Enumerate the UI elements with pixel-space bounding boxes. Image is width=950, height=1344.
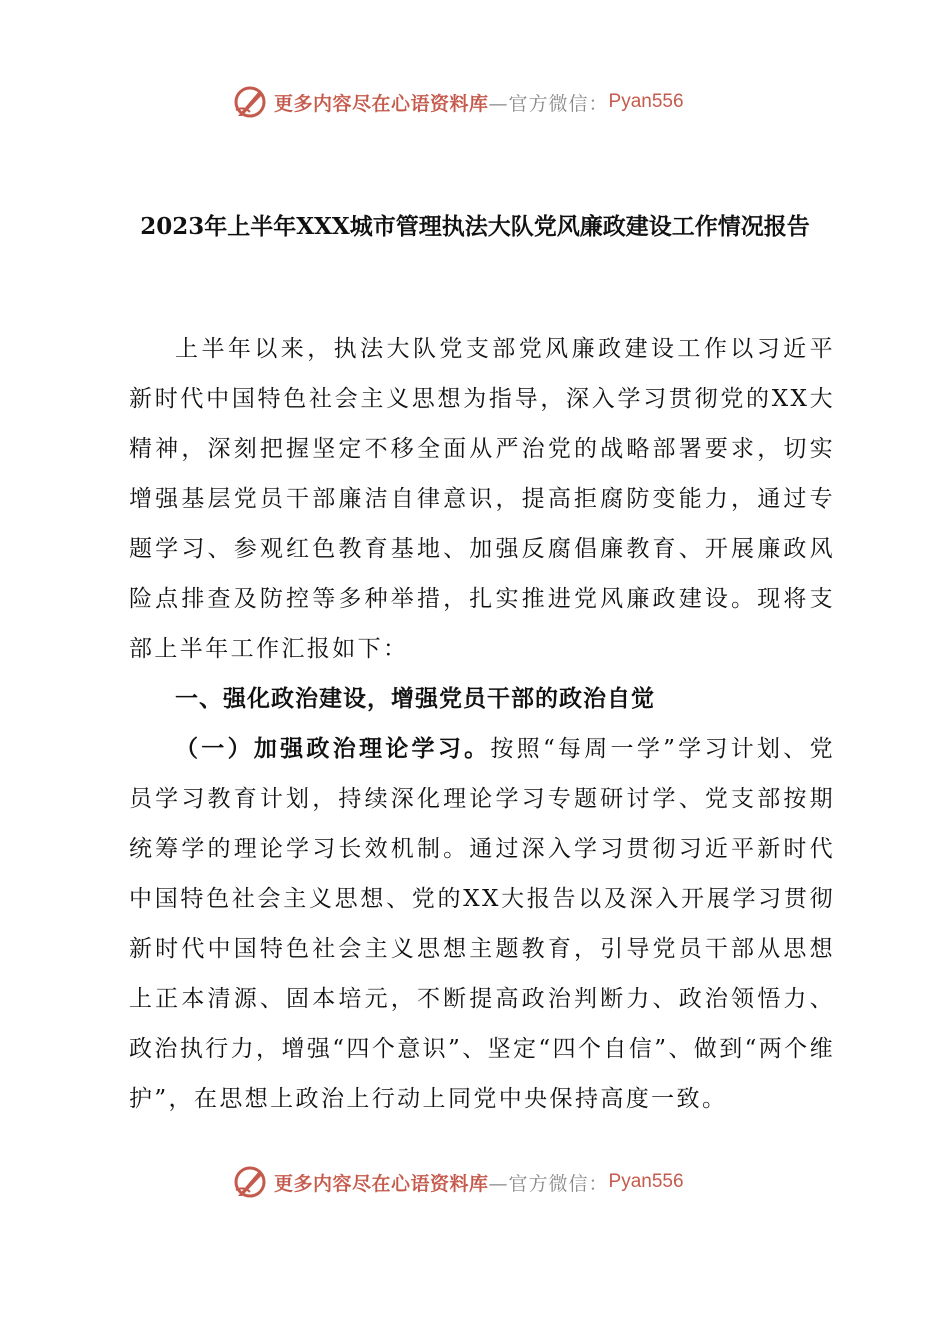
banner-wechat-id: Pyan556 — [608, 91, 684, 112]
section-heading: 一、强化政治建设，增强党员干部的政治自觉 — [175, 685, 655, 712]
document-body — [129, 324, 835, 1124]
quill-logo-icon — [230, 82, 270, 122]
footer-banner — [230, 1160, 684, 1204]
banner-separator: —官方微信： — [488, 1172, 609, 1195]
subsection-paragraph — [129, 724, 835, 1124]
banner-site-text: 更多内容尽在心语资料库 — [274, 92, 489, 115]
header-banner — [230, 80, 684, 124]
intro-paragraph: 上半年以来，执法大队党支部党风廉政建设工作以习近平新时代中国特色社会主义思想为指导，深入学习贯彻党的XX大精神，深刻把握坚定不移全面从严治党的战略部署要求，切实增强基层党员干部廉洁自律意识，提高拒腐防变能力，通过专题学习、参观红色教育基地、加强反腐倡廉教育、开展廉政风险点排查及防控等多种举措，扎实推进党风廉政建设。现将支部上半年工作汇报如下： — [129, 336, 835, 662]
subsection-heading: （一）加强政治理论学习。 — [175, 735, 491, 762]
banner-wechat-id: Pyan556 — [608, 1171, 684, 1192]
subsection-body: 按照“每周一学”学习计划、党员学习教育计划，持续深化理论学习专题研讨学、党支部按期统筹学的理论学习长效机制。通过深入学习贯彻习近平新时代中国特色社会主义思想、党的XX大报告以及深入开展学习贯彻新时代中国特色社会主义思想主题教育，引导党员干部从思想上正本清源、固本培元，不断提高政治判断力、政治领悟力、政治执行力，增强“四个意识”、坚定“四个自信”、做到“两个维护”，在思想上政治上行动上同党中央保持高度一致。 — [129, 736, 835, 1112]
quill-logo-icon — [230, 1162, 270, 1202]
banner-site-text: 更多内容尽在心语资料库 — [274, 1172, 489, 1195]
banner-separator: —官方微信： — [488, 92, 609, 115]
document-title: 2023年上半年XXX城市管理执法大队党风廉政建设工作情况报告 — [140, 213, 810, 240]
